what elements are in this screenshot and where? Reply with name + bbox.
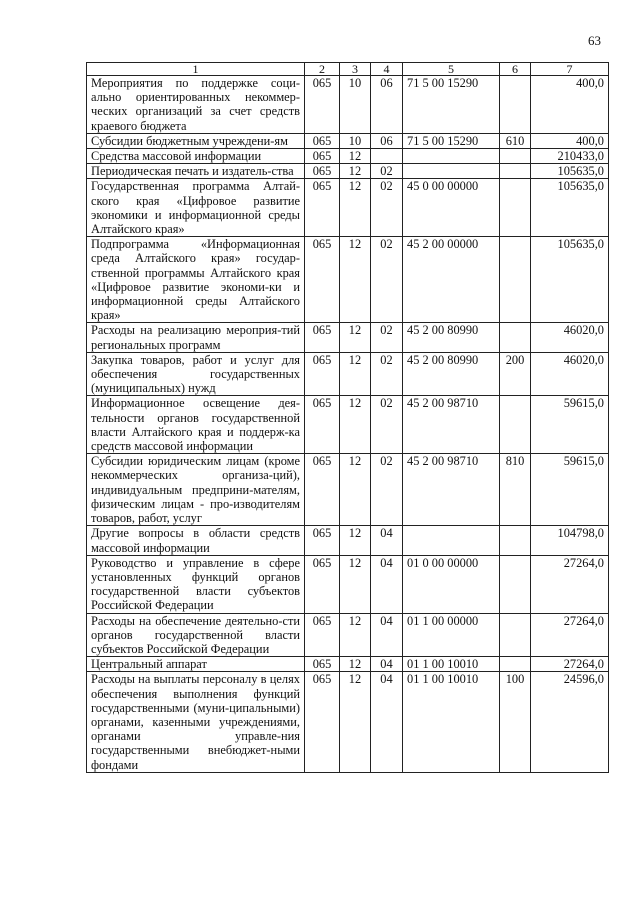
cell-sum: 27264,0	[531, 555, 609, 613]
cell-vr	[500, 613, 531, 657]
cell-sum: 104798,0	[531, 526, 609, 555]
cell-vr	[500, 179, 531, 237]
cell-vr	[500, 396, 531, 454]
cell-rz: 12	[340, 352, 371, 396]
cell-csr: 45 2 00 80990	[403, 352, 500, 396]
header-col-2: 2	[305, 63, 340, 76]
cell-name: Руководство и управление в сфере установленных функций органов государственной власти субъектов Российской Федерации	[87, 555, 305, 613]
cell-vr	[500, 237, 531, 323]
table-row	[87, 454, 609, 526]
table-row	[87, 237, 609, 323]
cell-name: Периодическая печать и издатель-ства	[87, 164, 305, 179]
cell-pr: 06	[371, 133, 403, 148]
cell-csr: 01 1 00 00000	[403, 613, 500, 657]
cell-rz: 12	[340, 657, 371, 672]
table-row	[87, 76, 609, 134]
cell-vr	[500, 526, 531, 555]
cell-csr	[403, 164, 500, 179]
cell-name: Другие вопросы в области средств массовой информации	[87, 526, 305, 555]
table-row	[87, 352, 609, 396]
cell-rz: 12	[340, 149, 371, 164]
cell-csr: 71 5 00 15290	[403, 133, 500, 148]
header-col-7: 7	[531, 63, 609, 76]
cell-vr: 100	[500, 672, 531, 772]
cell-gr: 065	[305, 133, 340, 148]
table-row	[87, 133, 609, 148]
cell-name: Закупка товаров, работ и услуг для обеспечения государственных (муниципальных) нужд	[87, 352, 305, 396]
cell-sum: 105635,0	[531, 179, 609, 237]
cell-pr: 02	[371, 396, 403, 454]
cell-sum: 59615,0	[531, 454, 609, 526]
cell-csr	[403, 526, 500, 555]
cell-vr	[500, 164, 531, 179]
table-row	[87, 672, 609, 772]
cell-name: Расходы на реализацию мероприя-тий региональных программ	[87, 323, 305, 352]
cell-gr: 065	[305, 164, 340, 179]
cell-pr: 02	[371, 179, 403, 237]
cell-rz: 12	[340, 323, 371, 352]
table-row	[87, 149, 609, 164]
cell-gr: 065	[305, 76, 340, 134]
cell-vr	[500, 555, 531, 613]
table-header-row	[87, 63, 609, 76]
cell-pr: 06	[371, 76, 403, 134]
cell-sum: 400,0	[531, 76, 609, 134]
cell-name: Информационное освещение дея-тельности органов государственной власти Алтайского края и поддерж-ка средств массовой информации	[87, 396, 305, 454]
cell-sum: 24596,0	[531, 672, 609, 772]
table-row	[87, 555, 609, 613]
cell-pr: 04	[371, 526, 403, 555]
cell-gr: 065	[305, 454, 340, 526]
table-row	[87, 179, 609, 237]
cell-rz: 12	[340, 237, 371, 323]
cell-rz: 12	[340, 613, 371, 657]
cell-gr: 065	[305, 237, 340, 323]
cell-name: Мероприятия по поддержке соци-ально ориентированных некоммер-ческих организаций за счет средств краевого бюджета	[87, 76, 305, 134]
cell-csr: 45 2 00 98710	[403, 396, 500, 454]
cell-pr: 02	[371, 323, 403, 352]
cell-gr: 065	[305, 179, 340, 237]
cell-sum: 105635,0	[531, 237, 609, 323]
header-col-1: 1	[87, 63, 305, 76]
table-row	[87, 526, 609, 555]
cell-pr: 04	[371, 613, 403, 657]
table-row	[87, 323, 609, 352]
cell-gr: 065	[305, 396, 340, 454]
cell-rz: 12	[340, 454, 371, 526]
cell-csr: 01 1 00 10010	[403, 657, 500, 672]
cell-rz: 12	[340, 555, 371, 613]
cell-rz: 12	[340, 164, 371, 179]
cell-pr: 02	[371, 164, 403, 179]
cell-csr: 01 0 00 00000	[403, 555, 500, 613]
cell-gr: 065	[305, 672, 340, 772]
cell-gr: 065	[305, 657, 340, 672]
cell-name: Центральный аппарат	[87, 657, 305, 672]
header-col-3: 3	[340, 63, 371, 76]
table-row	[87, 164, 609, 179]
cell-name: Подпрограмма «Информационная среда Алтайского края» государ-ственной программы Алтайского края «Цифровое развитие экономи-ки и информационной среды Алтайского края»	[87, 237, 305, 323]
cell-vr	[500, 657, 531, 672]
cell-name: Средства массовой информации	[87, 149, 305, 164]
cell-sum: 400,0	[531, 133, 609, 148]
cell-gr: 065	[305, 526, 340, 555]
cell-sum: 105635,0	[531, 164, 609, 179]
cell-pr: 02	[371, 352, 403, 396]
table-row	[87, 657, 609, 672]
cell-sum: 27264,0	[531, 613, 609, 657]
cell-sum: 46020,0	[531, 352, 609, 396]
cell-gr: 065	[305, 323, 340, 352]
cell-gr: 065	[305, 555, 340, 613]
header-col-4: 4	[371, 63, 403, 76]
cell-rz: 12	[340, 179, 371, 237]
cell-vr: 610	[500, 133, 531, 148]
cell-rz: 12	[340, 672, 371, 772]
cell-rz: 12	[340, 526, 371, 555]
budget-table	[86, 62, 609, 773]
cell-vr: 200	[500, 352, 531, 396]
page-number: 63	[588, 33, 601, 48]
cell-rz: 12	[340, 396, 371, 454]
cell-csr: 71 5 00 15290	[403, 76, 500, 134]
cell-csr: 45 2 00 80990	[403, 323, 500, 352]
cell-sum: 46020,0	[531, 323, 609, 352]
cell-name: Расходы на выплаты персоналу в целях обеспечения выполнения функций государственными (муни-ципальными) органами, казенными учреждениями, органами управле-ния государственными внебюджет-ными фондами	[87, 672, 305, 772]
table-row	[87, 613, 609, 657]
cell-csr: 45 2 00 98710	[403, 454, 500, 526]
cell-pr	[371, 149, 403, 164]
table-row	[87, 396, 609, 454]
cell-name: Субсидии юридическим лицам (кроме некоммерческих организа-ций), индивидуальным предприни-мателям, физическим лицам - про-изводителям товаров, работ, услуг	[87, 454, 305, 526]
cell-csr: 45 2 00 00000	[403, 237, 500, 323]
cell-pr: 04	[371, 657, 403, 672]
cell-pr: 02	[371, 237, 403, 323]
cell-pr: 04	[371, 672, 403, 772]
cell-name: Расходы на обеспечение деятельно-сти органов государственной власти субъектов Российской Федерации	[87, 613, 305, 657]
cell-gr: 065	[305, 613, 340, 657]
cell-vr: 810	[500, 454, 531, 526]
cell-rz: 10	[340, 76, 371, 134]
cell-pr: 02	[371, 454, 403, 526]
header-col-5: 5	[403, 63, 500, 76]
cell-gr: 065	[305, 352, 340, 396]
cell-vr	[500, 323, 531, 352]
cell-sum: 27264,0	[531, 657, 609, 672]
cell-vr	[500, 76, 531, 134]
cell-name: Государственная программа Алтай-ского края «Цифровое развитие экономики и информационной среды Алтайского края»	[87, 179, 305, 237]
cell-sum: 210433,0	[531, 149, 609, 164]
cell-sum: 59615,0	[531, 396, 609, 454]
cell-vr	[500, 149, 531, 164]
cell-csr	[403, 149, 500, 164]
cell-csr: 01 1 00 10010	[403, 672, 500, 772]
header-col-6: 6	[500, 63, 531, 76]
cell-name: Субсидии бюджетным учреждени-ям	[87, 133, 305, 148]
cell-csr: 45 0 00 00000	[403, 179, 500, 237]
cell-pr: 04	[371, 555, 403, 613]
cell-gr: 065	[305, 149, 340, 164]
cell-rz: 10	[340, 133, 371, 148]
